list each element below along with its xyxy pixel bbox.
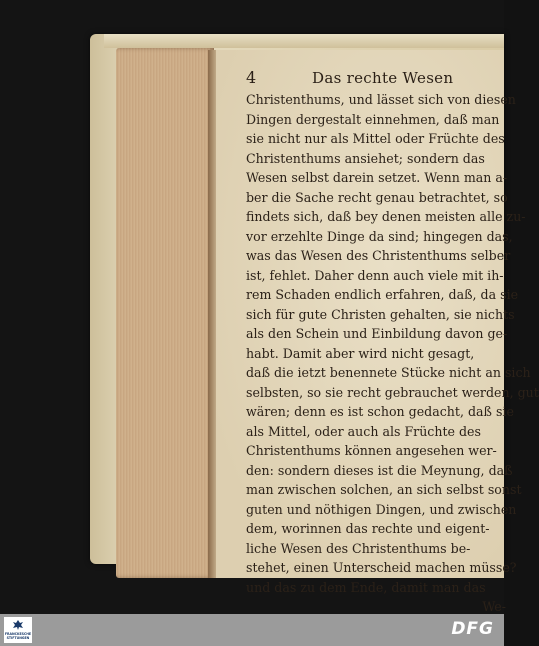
text-line: man zwischen solchen, an sich selbst sonst — [246, 482, 522, 497]
text-line: was das Wesen des Christenthums selber — [246, 248, 511, 263]
text-line: Christenthums, und lässet sich von diesen — [246, 92, 516, 107]
eagle-icon — [12, 619, 24, 631]
text-line: liche Wesen des Christenthums be- — [246, 540, 471, 556]
text-line: habt. Damit aber wird nicht gesagt, — [246, 345, 475, 361]
book-page — [216, 50, 539, 614]
text-line: sich für gute Christen gehalten, sie nichts — [246, 306, 515, 322]
book-cover-top — [104, 34, 504, 48]
logo-text-line: FRANCKESCHE — [4, 632, 32, 636]
logo-text-line: STIFTUNGEN — [6, 636, 30, 640]
text-line: den: sondern dieses ist die Meynung, daß — [246, 462, 513, 478]
text-line: dem, worinnen das rechte und eigent- — [246, 521, 490, 536]
text-line: rem Schaden endlich erfahren, daß, da sie — [246, 287, 519, 302]
text-line: Christenthums ansiehet; sondern das — [246, 150, 485, 166]
text-line: als den Schein und Einbildung davon ge- — [246, 326, 508, 341]
logo-text — [4, 632, 32, 640]
running-head: Das rechte Wesen — [312, 69, 454, 87]
page-edges — [116, 48, 214, 578]
dfg-logo[interactable]: DFG — [451, 619, 494, 639]
institution-logo[interactable] — [4, 617, 32, 643]
text-line: und das zu dem Ende, damit man das — [246, 579, 486, 595]
page-text — [246, 90, 539, 617]
text-line: daß die ietzt benennete Stücke nicht an sich — [246, 365, 531, 380]
footer-bar — [0, 614, 504, 646]
text-line: sie nicht nur als Mittel oder Früchte des — [246, 131, 505, 146]
text-line: findets sich, daß bey denen meisten alle zu- — [246, 209, 526, 224]
text-line: Christenthums können angesehen wer- — [246, 443, 497, 458]
text-line: ist, fehlet. Daher denn auch viele mit ih- — [246, 267, 504, 283]
text-line: Dingen dergestalt einnehmen, daß man — [246, 111, 500, 127]
text-line: Wesen selbst darein setzet. Wenn man a- — [246, 170, 508, 185]
page-number: 4 — [246, 68, 257, 87]
text-line: selbsten, so sie recht gebrauchet werden, gut — [246, 384, 539, 400]
text-line: stehet, einen Unterscheid machen müsse? — [246, 560, 517, 575]
text-line: vor erzehlte Dinge da sind; hingegen das, — [246, 228, 513, 244]
text-line: als Mittel, oder auch als Früchte des — [246, 423, 481, 439]
catchword: We- — [482, 599, 506, 614]
text-line: ber die Sache recht genau betrachtet, so — [246, 189, 508, 205]
page-header — [246, 68, 516, 90]
text-line: guten und nöthigen Dingen, und zwischen — [246, 501, 517, 517]
text-line: wären; denn es ist schon gedacht, daß sie — [246, 404, 514, 419]
